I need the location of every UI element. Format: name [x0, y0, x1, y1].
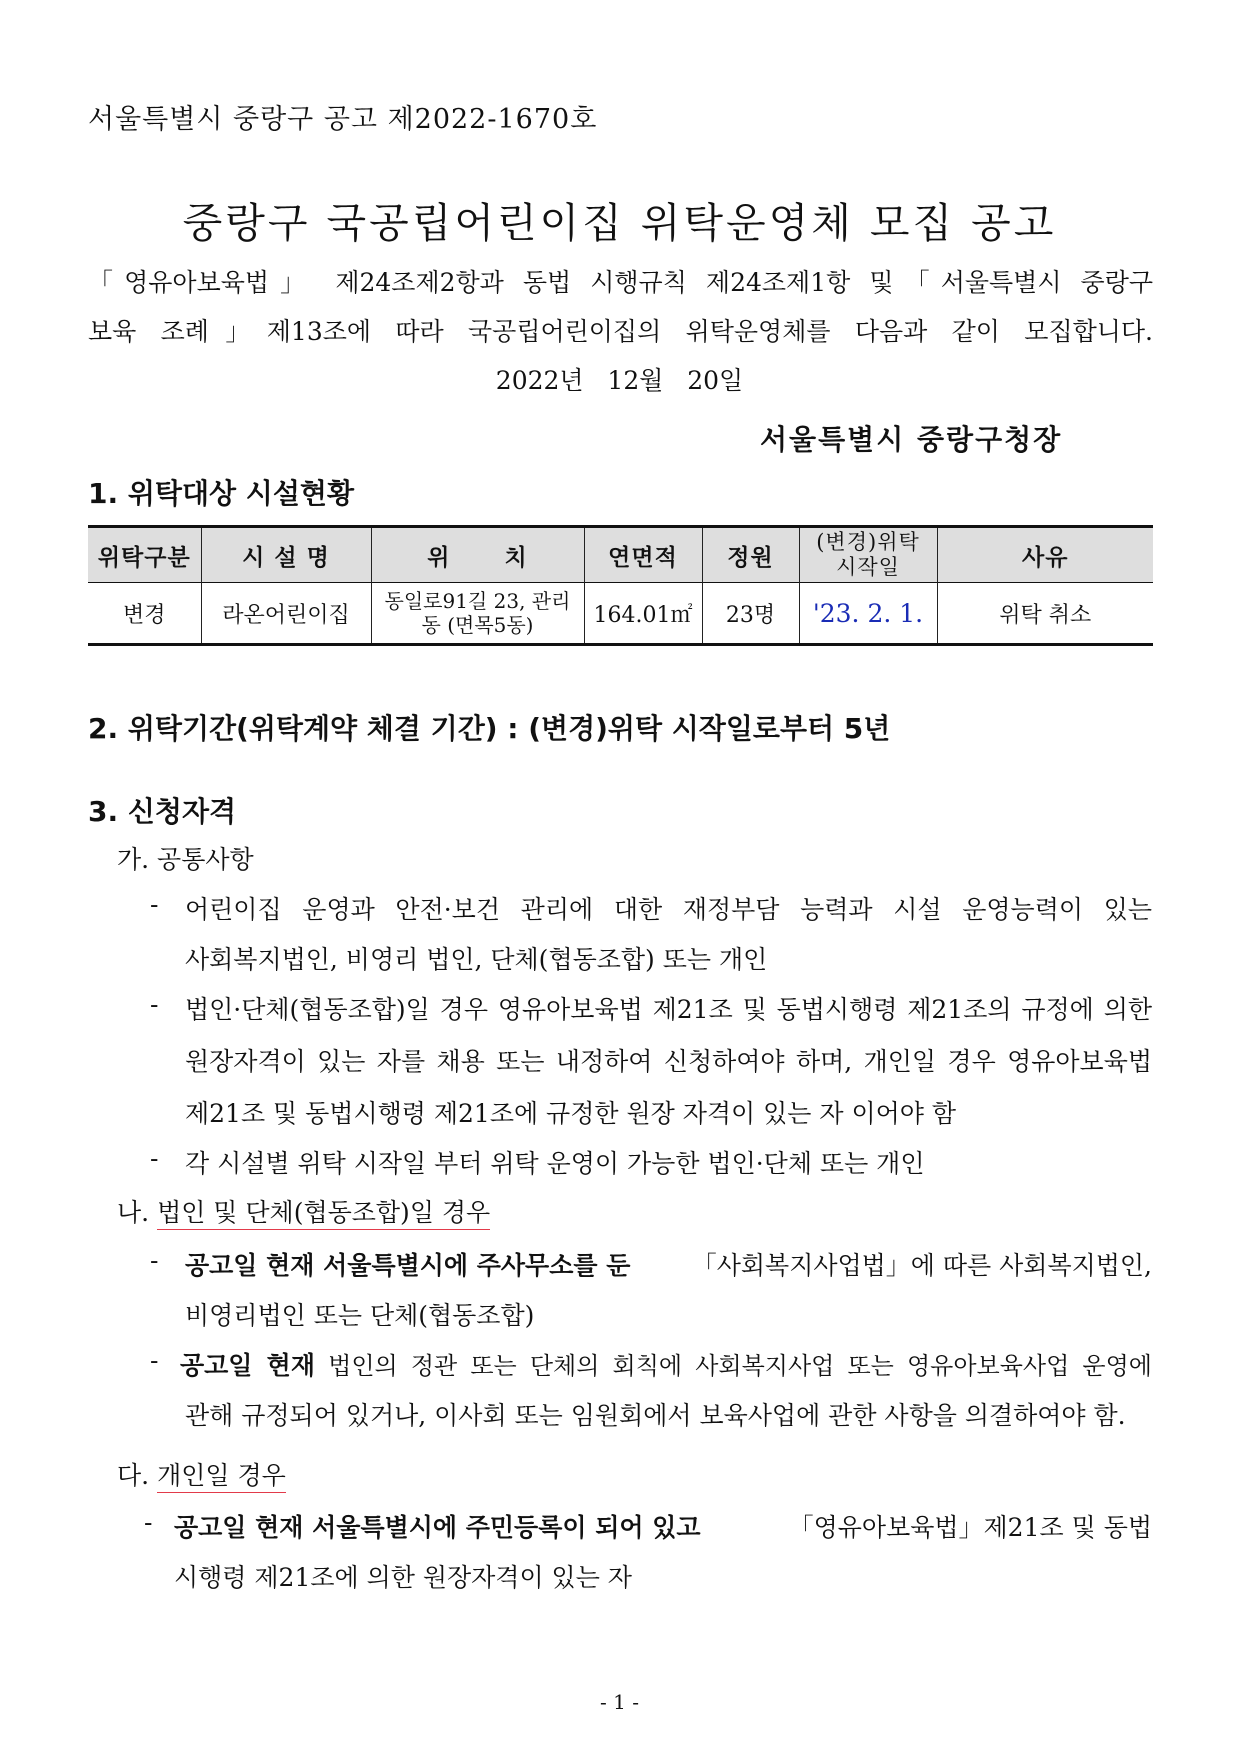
- table-header-row: [88, 527, 1153, 583]
- list-item-text: 각 시설별 위탁 시작일 부터 위탁 운영이 가능한 법인·단체 또는 개인: [185, 1149, 925, 1178]
- list-item-continuation: 비영리법인 또는 단체(협동조합): [185, 1301, 535, 1330]
- list-item: [152, 1346, 1152, 1382]
- subsection-ga-title: 가. 공통사항: [117, 845, 254, 874]
- list-item: [152, 990, 1152, 1026]
- section-3-heading: 3. 신청자격: [88, 795, 237, 828]
- list-item-text: [152, 1346, 1152, 1382]
- list-item-rest: 법인의 정관 또는 단체의 회칙에 사회복지사업 또는 영유아보육사업 운영에: [314, 1352, 1152, 1380]
- list-item-rest: 「영유아보육법」제21조 및 동법: [780, 1513, 1152, 1542]
- notice-date: 2022년 12월 20일: [495, 366, 744, 395]
- bullet-dash: -: [150, 1246, 159, 1275]
- col-header-type: 위탁구분: [88, 527, 201, 583]
- list-item-text: 어린이집 운영과 안전·보건 관리에 대한 재정부담 능력과 시설 운영능력이 있는: [185, 895, 1152, 924]
- cell-facility: 라온어린이집: [201, 583, 371, 645]
- bullet-dash: -: [150, 990, 159, 1019]
- list-item-rest: 「사회복지사업법」에 따른 사회복지법인,: [691, 1251, 1152, 1280]
- page-number: - 1 -: [600, 1690, 639, 1714]
- list-item-continuation: 제21조 및 동법시행령 제21조에 규정한 원장 자격이 있는 자 이어야 함: [185, 1099, 956, 1128]
- cell-start-date: '23. 2. 1.: [799, 583, 937, 645]
- subsection-na-text: 법인 및 단체(협동조합)일 경우: [157, 1198, 490, 1230]
- table-row: [88, 583, 1153, 645]
- cell-area: 164.01㎡: [584, 583, 702, 645]
- col-header-location: 위 치: [371, 527, 584, 583]
- cell-type: 변경: [88, 583, 201, 645]
- cell-reason: 위탁 취소: [937, 583, 1153, 645]
- bullet-dash: -: [150, 1144, 159, 1173]
- cell-capacity: 23명: [702, 583, 799, 645]
- emphasis-text: 공고일 현재: [180, 1351, 315, 1380]
- cell-location: 동일로91길 23, 관리동 (면목5동): [371, 583, 584, 645]
- bullet-dash: -: [150, 890, 159, 919]
- subsection-da-prefix: 다.: [117, 1461, 150, 1490]
- section-2-heading: 2. 위탁기간(위탁계약 체결 기간) : (변경)위탁 시작일로부터 5년: [88, 712, 891, 745]
- list-item: [152, 890, 1152, 926]
- list-item-text: [146, 1508, 1152, 1544]
- emphasis-text: 공고일 현재 서울특별시에 주민등록이 되어 있고: [174, 1513, 701, 1542]
- list-item: [152, 1246, 1152, 1282]
- subsection-na-title: [117, 1193, 490, 1229]
- subsection-da-text: 개인일 경우: [157, 1461, 286, 1493]
- emphasis-text: 공고일 현재 서울특별시에 주사무소를 둔: [185, 1251, 631, 1280]
- notice-number: 서울특별시 중랑구 공고 제2022-1670호: [88, 104, 598, 135]
- facility-table: [88, 525, 1153, 646]
- col-header-capacity: 정원: [702, 527, 799, 583]
- subsection-da-title: [117, 1456, 286, 1492]
- section-1-heading: 1. 위탁대상 시설현황: [88, 477, 355, 510]
- page-title: 중랑구 국공립어린이집 위탁운영체 모집 공고: [182, 199, 1057, 247]
- intro-line-1: 「영유아보육법」 제24조제2항과 동법 시행규칙 제24조제1항 및「서울특별시 중랑구: [88, 268, 1153, 297]
- col-header-reason: 사유: [937, 527, 1153, 583]
- list-item-continuation: 사회복지법인, 비영리 법인, 단체(협동조합) 또는 개인: [185, 945, 768, 974]
- col-header-area: 연면적: [584, 527, 702, 583]
- list-item-continuation: 관해 규정되어 있거나, 이사회 또는 임원회에서 보육사업에 관한 사항을 의결하여야 함.: [185, 1401, 1126, 1430]
- bullet-dash: -: [150, 1346, 159, 1375]
- bullet-dash: -: [144, 1508, 153, 1537]
- list-item-text: 법인·단체(협동조합)일 경우 영유아보육법 제21조 및 동법시행령 제21조의 규정에 의한: [185, 995, 1152, 1024]
- signer: 서울특별시 중랑구청장: [760, 423, 1063, 456]
- col-header-start-date: (변경)위탁 시작일: [799, 527, 937, 583]
- col-header-facility: 시 설 명: [201, 527, 371, 583]
- list-item-continuation: 원장자격이 있는 자를 채용 또는 내정하여 신청하여야 하며, 개인일 경우 영유아보육법: [185, 1047, 1152, 1076]
- subsection-na-prefix: 나.: [117, 1198, 150, 1227]
- intro-line-2: 보육 조례」제13조에 따라 국공립어린이집의 위탁운영체를 다음과 같이 모집합니다.: [88, 317, 1153, 346]
- list-item-continuation: 시행령 제21조에 의한 원장자격이 있는 자: [174, 1563, 632, 1592]
- list-item: [152, 1144, 1152, 1180]
- list-item-text: [152, 1246, 1152, 1282]
- list-item: [146, 1508, 1152, 1544]
